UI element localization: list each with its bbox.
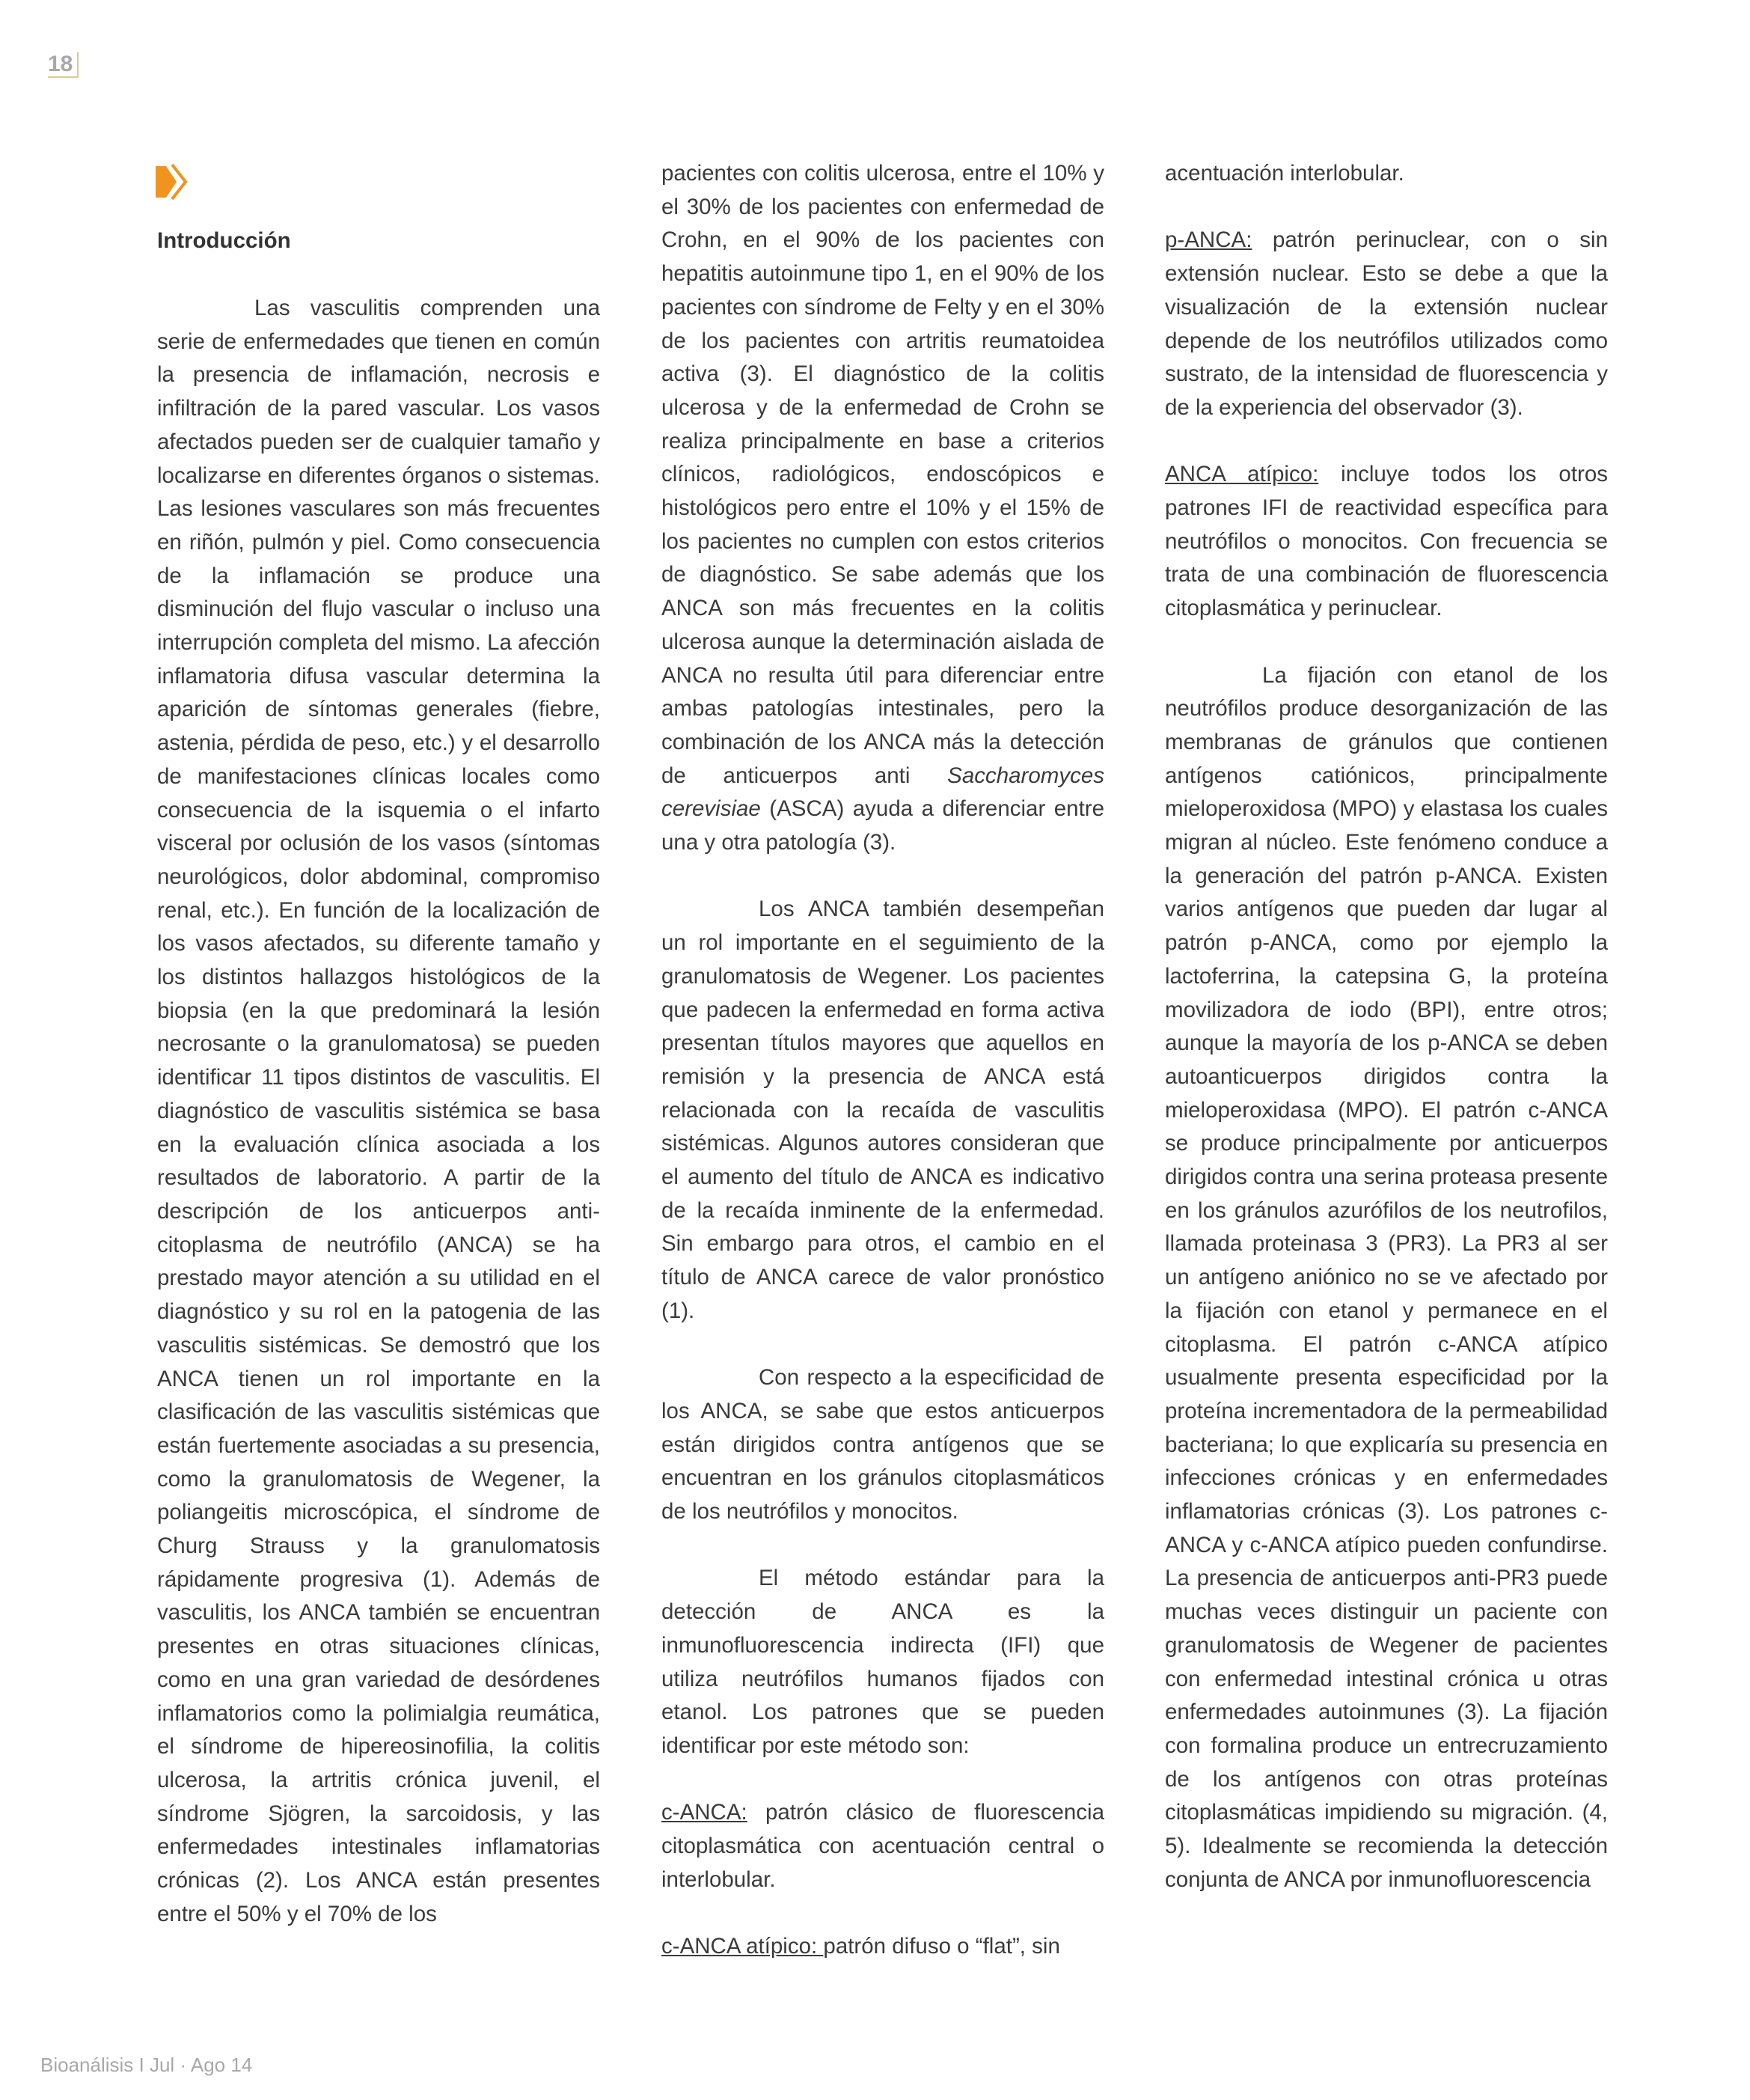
definition-p-anca: p-ANCA: patrón perinuclear, con o sin extensión nuclear. Esto se debe a que la visualización de la extensión nuclear depende de los neutrófilos utilizados como sustrato, de la intensidad de fluorescencia y de la experiencia del observador (3).	[1165, 228, 1608, 420]
paragraph: Los ANCA también desempeñan un rol importante en el seguimiento de la granulomatosis de Wegener. Los pacientes que padecen la enfermedad en forma activa presentan títulos mayores que aquellos en remisión y la presencia de ANCA está relacionada con la recaída de vasculitis sistémicas. Algunos autores consideran que el aumento del título de ANCA es indicativo de la recaída inminente de la enfermedad. Sin embargo para otros, el cambio en el título de ANCA carece de valor pronóstico (1).	[661, 897, 1104, 1323]
definition-c-anca-atipico: c-ANCA atípico: patrón difuso o “flat”, sin	[661, 1934, 1060, 1959]
page-number: 18	[48, 52, 79, 78]
definition-c-anca: c-ANCA: patrón clásico de fluorescencia citoplasmática con acentuación central o interlobular.	[661, 1800, 1104, 1892]
paragraph: El método estándar para la detección de ANCA es la inmunofluorescencia indirecta (IFI) que utiliza neutrófilos humanos fijados con etanol. Los patrones que se pueden identificar por este método son:	[661, 1566, 1104, 1758]
double-chevron-arrow-icon	[156, 162, 190, 202]
paragraph: La fijación con etanol de los neutrófilos produce desorganización de las membranas de gránulos que contienen antígenos catiónicos, principalmente mieloperoxidosa (MPO) y elastasa los cuales migran al núcleo. Este fenómeno conduce a la generación del patrón p-ANCA. Existen varios antígenos que pueden dar lugar al patrón p-ANCA, como por ejemplo la lactoferrina, la catepsina G, la proteína movilizadora de iodo (BPI), entre otros; aunque la mayoría de los p-ANCA se deben autoanticuerpos dirigidos contra la mieloperoxidasa (MPO). El patrón c-ANCA se produce principalmente por anticuerpos dirigidos contra una serina proteasa presente en los gránulos azurófilos de los neutrofilos, llamada proteinasa 3 (PR3). La PR3 al ser un antígeno aniónico no se ve afectado por la fijación con etanol y permanece en el citoplasma. El patrón c-ANCA atípico usualmente presenta especificidad por la proteína incrementadora de la permeabilidad bacteriana; lo que explicaría su presencia en infecciones crónicas y en enfermedades inflamatorias crónicas (3). Los patrones c-ANCA y c-ANCA atípico pueden confundirse. La presencia de anticuerpos anti-PR3 puede muchas veces distinguir un paciente con granulomatosis de Wegener de pacientes con enfermedad intestinal crónica u otras enfermedades autoinmunes (3). La fijación con formalina produce un entrecruzamiento de los antígenos con otras proteínas citoplasmáticas impidiendo su migración. (4, 5). Idealmente se recomienda la detección conjunta de ANCA por inmunofluorescencia	[1165, 662, 1609, 1892]
footer: Bioanálisis I Jul · Ago 14	[40, 2054, 253, 2076]
column-2	[661, 157, 1104, 1997]
paragraph: Las vasculitis comprenden una serie de enfermedades que tienen en común la presencia de inflamación, necrosis e infiltración de la pared vascular. Los vasos afectados pueden ser de cualquier tamaño y localizarse en diferentes órganos o sistemas. Las lesiones vasculares son más frecuentes en riñón, pulmón y piel. Como consecuencia de la inflamación se produce una disminución del flujo vascular o incluso una interrupción completa del mismo. La afección inflamatoria difusa vascular determina la aparición de síntomas generales (fiebre, astenia, pérdida de peso, etc.) y el desarrollo de manifestaciones clínicas locales como consecuencia de la isquemia o el infarto visceral por oclusión de los vasos (síntomas neurológicos, dolor abdominal, compromiso renal, etc.). En función de la localización de los vasos afectados, su diferente tamaño y los distintos hallazgos histológicos de la biopsia (en la que predominará la lesión necrosante o la granulomatosa) se pueden identificar 11 tipos distintos de vasculitis. El diagnóstico de vasculitis sistémica se basa en la evaluación clínica asociada a los resultados de laboratorio. A partir de la descripción de los anticuerpos anti-citoplasma de neutrófilo (ANCA) se ha prestado mayor atención a su utilidad en el diagnóstico y su rol en la patogenia de las vasculitis sistémicas. Se demostró que los ANCA tienen un rol importante en la clasificación de las vasculitis sistémicas que están fuertemente asociadas a su presencia, como la granulomatosis de Wegener, la poliangeitis microscópica, el síndrome de Churg Strauss y la granulomatosis rápidamente progresiva (1). Además de vasculitis, los ANCA también se encuentran presentes en otras situaciones clínicas, como en una gran variedad de desórdenes inflamatorios como la polimialgia reumática, el síndrome de hipereosinofilia, la colitis ulcerosa, la artritis crónica juvenil, el síndrome Sjögren, la sarcoidosis, y las enfermedades intestinales inflamatorias crónicas (2). Los ANCA están presentes entre el 50% y el 70% de los	[157, 296, 600, 1926]
column-3	[1165, 157, 1608, 1930]
column-1	[157, 292, 600, 1965]
section-heading: Introducción	[157, 228, 291, 253]
definition-anca-atipico: ANCA atípico: incluye todos los otros patrones IFI de reactividad específica para neutrófilos o monocitos. Con frecuencia se trata de una combinación de fluorescencia citoplasmática y perinuclear.	[1165, 462, 1608, 621]
paragraph: pacientes con colitis ulcerosa, entre el 10% y el 30% de los pacientes con enfermedad de Crohn, en el 90% de los pacientes con hepatitis autoinmune tipo 1, en el 90% de los pacientes con síndrome de Felty y en el 30% de los pacientes con artritis reumatoidea activa (3). El diagnóstico de la colitis ulcerosa y de la enfermedad de Crohn se realiza principalmente en base a criterios clínicos, radiológicos, endoscópicos e histológicos pero entre el 10% y el 15% de los pacientes no cumplen con estos criterios de diagnóstico. Se sabe además que los ANCA son más frecuentes en la colitis ulcerosa aunque la determinación aislada de ANCA no resulta útil para diferenciar entre ambas patologías intestinales, pero la combinación de los ANCA más la detección de anticuerpos anti Saccharomyces cerevisiae (ASCA) ayuda a diferenciar entre una y otra patología (3).	[661, 161, 1104, 855]
paragraph: Con respecto a la especificidad de los ANCA, se sabe que estos anticuerpos están dirigidos contra antígenos que se encuentran en los gránulos citoplasmáticos de los neutrófilos y monocitos.	[661, 1365, 1104, 1524]
paragraph: acentuación interlobular.	[1165, 161, 1404, 186]
